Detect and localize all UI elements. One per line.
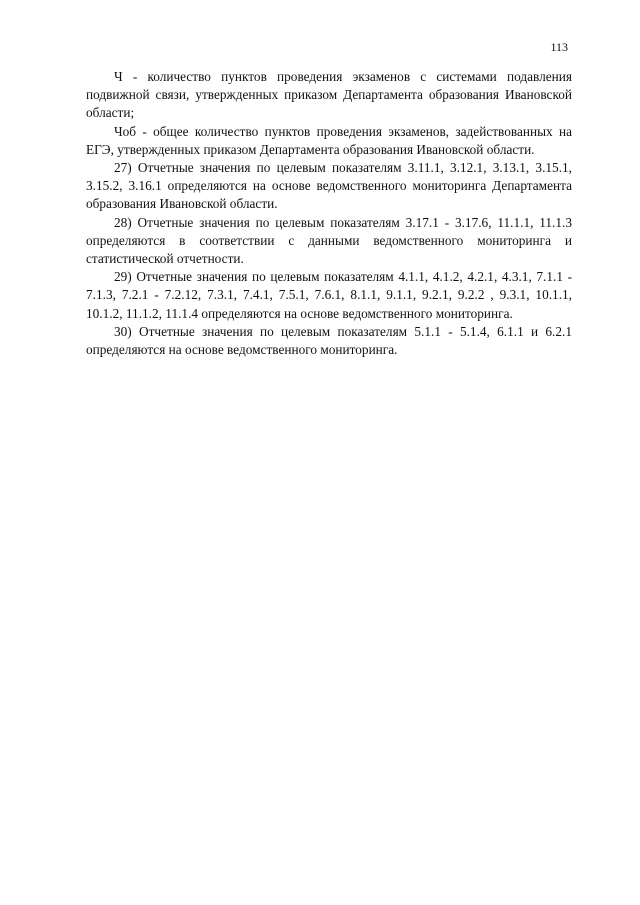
paragraph-item-27: 27) Отчетные значения по целевым показателям 3.11.1, 3.12.1, 3.13.1, 3.15.1, 3.15.2, 3.16.1 определяются на основе ведомственного мониторинга Департамента образования Ивановской области. [86, 160, 572, 212]
document-body [86, 68, 572, 359]
paragraph-item-28: 28) Отчетные значения по целевым показателям 3.17.1 - 3.17.6, 11.1.1, 11.1.3 определяются в соответствии с данными ведомственного мониторинга и статистической отчетности. [86, 214, 572, 267]
paragraph-chob-definition: Чоб - общее количество пунктов проведения экзаменов, задействованных на ЕГЭ, утвержденных приказом Департамента образования Ивановской области. [86, 123, 572, 157]
paragraph-ch-definition: Ч - количество пунктов проведения экзаменов с системами подавления подвижной связи, утвержденных приказом Департамента образования Ивановской области; [86, 69, 572, 121]
page-number: 113 [550, 40, 568, 54]
paragraph-item-29: 29) Отчетные значения по целевым показателям 4.1.1, 4.1.2, 4.2.1, 4.3.1, 7.1.1 - 7.1.3, 7.2.1 - 7.2.12, 7.3.1, 7.4.1, 7.5.1, 7.6.1, 8.1.1, 9.1.1, 9.2.1, 9.2.2 , 9.3.1, 10.1.1, 10.1.2, 11.1.2, 11.1.4 определяются на основе ведомственного мониторинга. [86, 269, 572, 321]
paragraph-item-30: 30) Отчетные значения по целевым показателям 5.1.1 - 5.1.4, 6.1.1 и 6.2.1 определяются на основе ведомственного мониторинга. [86, 323, 572, 358]
